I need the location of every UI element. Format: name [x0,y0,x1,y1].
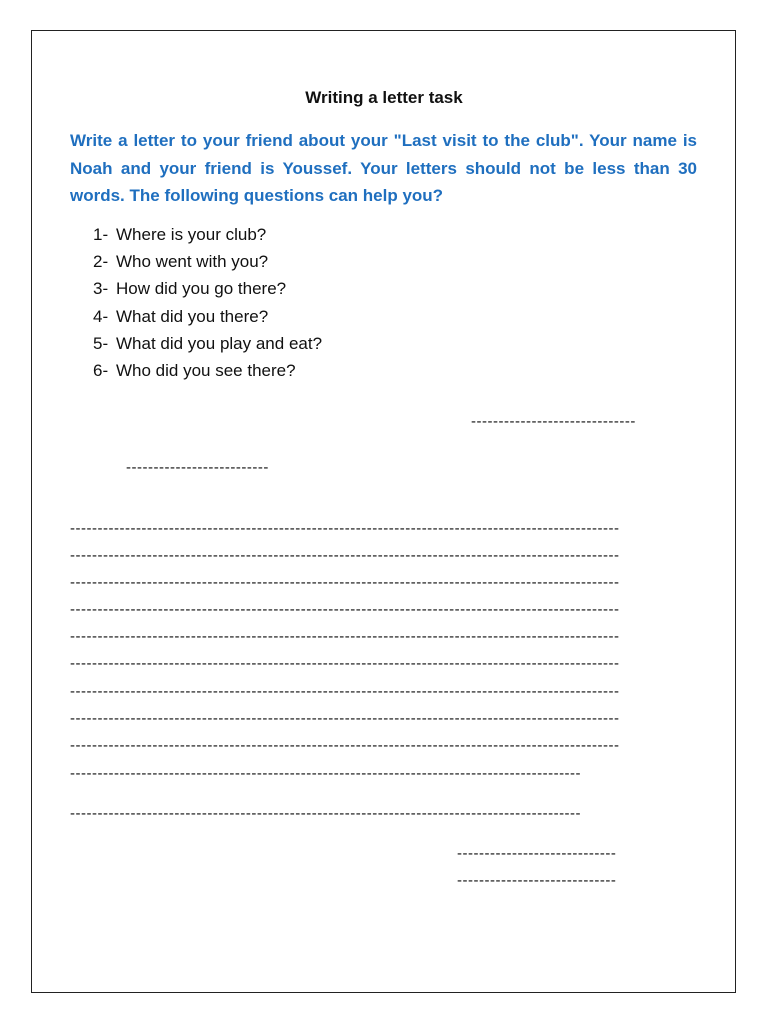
signature-line[interactable]: ----------------------------- [457,872,617,889]
writing-line[interactable]: ---------------------------------------------------------------------------------------------------- [70,683,620,700]
writing-line[interactable]: ---------------------------------------------------------------------------------------------------- [70,574,620,591]
page-title: Writing a letter task [305,88,463,107]
closing-line[interactable]: ----------------------------- [457,845,617,862]
writing-line[interactable]: --------------------------------------------------------------------------------------------- [70,805,582,822]
question-number: 2- [93,252,109,272]
writing-line[interactable]: ---------------------------------------------------------------------------------------------------- [70,601,620,618]
writing-line[interactable]: --------------------------------------------------------------------------------------------- [70,765,582,782]
question-number: 6- [93,361,109,381]
question-item [93,330,322,357]
writing-line[interactable]: ---------------------------------------------------------------------------------------------------- [70,655,620,672]
question-item [93,275,322,302]
question-text: Who did you see there? [116,361,296,381]
greeting-line[interactable]: -------------------------- [126,459,269,476]
guiding-questions [93,221,322,384]
writing-line[interactable]: ---------------------------------------------------------------------------------------------------- [70,737,620,754]
address-line[interactable]: ------------------------------ [471,413,636,430]
question-text: What did you play and eat? [116,333,323,353]
question-item [93,303,322,330]
question-text: How did you go there? [116,279,287,299]
task-instructions: Write a letter to your friend about your "Last visit to the club". Your name is Noah and your friend is Youssef. Your letters should not be less than 30 words. The following questions can help you? [70,131,697,205]
writing-line[interactable]: ---------------------------------------------------------------------------------------------------- [70,628,620,645]
question-item [93,357,322,384]
question-text: What did you there? [116,306,269,326]
writing-line[interactable]: ---------------------------------------------------------------------------------------------------- [70,547,620,564]
question-item [93,248,322,275]
question-number: 4- [93,306,109,326]
writing-line[interactable]: ---------------------------------------------------------------------------------------------------- [70,520,620,537]
question-number: 3- [93,279,109,299]
question-number: 1- [93,225,109,244]
question-text: Where is your club? [116,225,267,244]
question-number: 5- [93,333,109,353]
writing-line[interactable]: ---------------------------------------------------------------------------------------------------- [70,710,620,727]
question-text: Who went with you? [116,252,269,272]
question-item [93,221,322,248]
